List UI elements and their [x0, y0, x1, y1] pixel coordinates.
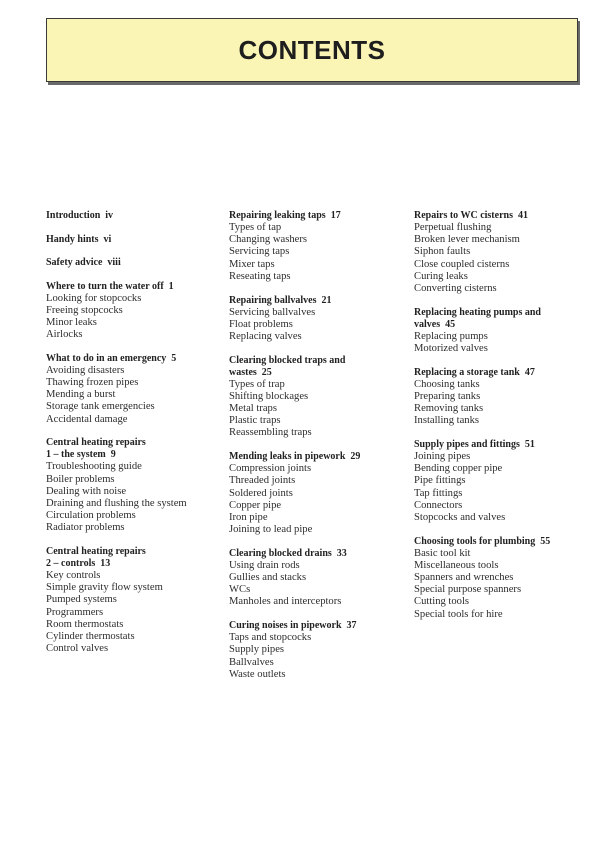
- section-heading-line: [414, 367, 589, 379]
- toc-section: [46, 353, 221, 426]
- section-heading-line: [229, 355, 407, 367]
- list-item: Joining pipes: [414, 450, 471, 462]
- section-items: [414, 548, 589, 621]
- section-heading-line: [46, 210, 221, 222]
- list-item: Joining to lead pipe: [229, 524, 313, 536]
- list-item: Radiator problems: [46, 522, 125, 534]
- section-heading-line: [229, 620, 407, 632]
- list-item: Siphon faults: [414, 246, 471, 258]
- list-item: Soldered joints: [229, 487, 293, 499]
- list-item: Preparing tanks: [414, 390, 481, 402]
- section-items: [46, 461, 221, 534]
- section-items: [229, 632, 407, 681]
- page-number: 29: [350, 451, 361, 463]
- list-item: Basic tool kit: [414, 547, 471, 559]
- section-heading: [414, 439, 589, 451]
- section-items: [414, 222, 589, 295]
- toc-section: [229, 295, 407, 344]
- contents-column-2: [229, 210, 407, 692]
- toc-section: [46, 210, 221, 222]
- list-item: Mixer taps: [229, 258, 275, 270]
- list-item: Iron pipe: [229, 511, 268, 523]
- list-item: Avoiding disasters: [46, 364, 125, 376]
- list-item: Servicing taps: [229, 246, 290, 258]
- section-items: [229, 463, 407, 536]
- section-items: [414, 451, 589, 524]
- toc-section: [46, 437, 221, 534]
- list-item: Metal traps: [229, 403, 277, 415]
- list-item: Manholes and interceptors: [229, 596, 342, 608]
- page-number: 37: [346, 620, 357, 632]
- page-number: 25: [261, 366, 272, 378]
- title-banner: [46, 18, 578, 82]
- list-item: Supply pipes: [229, 644, 285, 656]
- list-item: Thawing frozen pipes: [46, 377, 139, 389]
- section-items: [46, 570, 221, 655]
- section-heading-text: Mending leaks in pipework: [229, 451, 346, 463]
- list-item: Changing washers: [229, 234, 307, 246]
- section-heading-text: 2 – controls: [46, 558, 96, 570]
- section-heading-text: Repairing leaking taps: [229, 210, 326, 221]
- list-item: Minor leaks: [46, 316, 97, 328]
- list-item: Simple gravity flow system: [46, 582, 163, 594]
- list-item: Threaded joints: [229, 475, 296, 487]
- list-item: Storage tank emergencies: [46, 401, 155, 413]
- list-item: Reassembling traps: [229, 427, 312, 439]
- list-item: Using drain rods: [229, 559, 300, 571]
- section-heading-text: Central heating repairs: [46, 437, 146, 449]
- section-heading-text: Where to turn the water off: [46, 280, 164, 292]
- section-heading-line: [46, 281, 221, 293]
- section-items: [229, 560, 407, 609]
- section-items: [414, 379, 589, 428]
- section-heading-line: [414, 319, 589, 331]
- list-item: Pipe fittings: [414, 475, 466, 487]
- section-heading: [46, 234, 221, 246]
- list-item: Float problems: [229, 318, 293, 330]
- contents-column-1: [46, 210, 221, 667]
- section-heading-text: Curing noises in pipework: [229, 620, 342, 632]
- section-heading-line: [46, 234, 221, 246]
- section-heading: [414, 307, 589, 331]
- section-heading: [229, 620, 407, 632]
- page-number: 1: [168, 280, 174, 292]
- toc-section: [229, 355, 407, 440]
- section-heading-line: [46, 257, 221, 269]
- toc-section: [414, 367, 589, 428]
- page-number: 17: [330, 210, 341, 221]
- list-item: Dealing with noise: [46, 485, 127, 497]
- section-heading-line: [229, 451, 407, 463]
- list-item: Waste outlets: [229, 668, 286, 680]
- section-heading: [46, 281, 221, 293]
- page-title: CONTENTS: [238, 34, 386, 65]
- toc-section: [229, 548, 407, 609]
- page-number: iv: [105, 210, 114, 221]
- section-heading: [229, 210, 407, 222]
- section-heading-text: Replacing heating pumps and: [414, 306, 541, 318]
- section-heading-line: [229, 295, 407, 307]
- section-heading-text: Safety advice: [46, 257, 103, 268]
- section-heading-text: 1 – the system: [46, 449, 106, 461]
- list-item: Perpetual flushing: [414, 222, 492, 233]
- section-heading-line: [229, 367, 407, 379]
- toc-section: [46, 546, 221, 655]
- toc-section: [229, 451, 407, 536]
- list-item: Installing tanks: [414, 415, 480, 427]
- section-heading-line: [46, 353, 221, 365]
- list-item: Converting cisterns: [414, 283, 497, 295]
- section-heading: [229, 295, 407, 307]
- list-item: Key controls: [46, 570, 101, 582]
- section-heading: [229, 548, 407, 560]
- section-heading-line: [46, 558, 221, 570]
- toc-section: [46, 281, 221, 342]
- page-number: 47: [524, 366, 535, 378]
- toc-section: [229, 210, 407, 283]
- list-item: Types of tap: [229, 222, 282, 233]
- list-item: Tap fittings: [414, 487, 463, 499]
- section-heading: [229, 355, 407, 379]
- page-number: 9: [110, 449, 116, 461]
- page-number: 51: [524, 438, 535, 450]
- list-item: Freeing stopcocks: [46, 304, 123, 316]
- page-number: 41: [517, 210, 528, 221]
- section-heading-line: [46, 546, 221, 558]
- section-heading-line: [229, 210, 407, 222]
- list-item: Removing tanks: [414, 403, 484, 415]
- list-item: Replacing pumps: [414, 330, 488, 342]
- list-item: Ballvalves: [229, 656, 274, 668]
- section-heading-line: [414, 536, 589, 548]
- list-item: Special purpose spanners: [414, 584, 522, 596]
- list-item: Draining and flushing the system: [46, 497, 187, 509]
- list-item: Reseating taps: [229, 270, 291, 282]
- section-items: [229, 307, 407, 344]
- list-item: Broken lever mechanism: [414, 234, 520, 246]
- toc-section: [414, 536, 589, 621]
- list-item: Cutting tools: [414, 596, 470, 608]
- section-heading-text: Supply pipes and fittings: [414, 438, 520, 450]
- section-items: [46, 365, 221, 426]
- section-heading-line: [414, 439, 589, 451]
- page-number: 5: [171, 352, 177, 364]
- section-heading-text: What to do in an emergency: [46, 352, 167, 364]
- list-item: Curing leaks: [414, 270, 468, 282]
- section-heading-line: [414, 210, 589, 222]
- list-item: Plastic traps: [229, 415, 281, 427]
- section-items: [229, 222, 407, 283]
- section-items: [46, 293, 221, 342]
- page-number: 13: [100, 558, 111, 570]
- toc-section: [414, 210, 589, 295]
- list-item: Replacing valves: [229, 330, 302, 342]
- section-heading-line: [46, 449, 221, 461]
- list-item: Spanners and wrenches: [414, 572, 514, 584]
- list-item: Types of trap: [229, 378, 285, 390]
- section-heading-text: wastes: [229, 366, 257, 378]
- list-item: Bending copper pipe: [414, 463, 503, 475]
- section-heading-text: valves: [414, 318, 441, 330]
- section-heading-line: [414, 307, 589, 319]
- list-item: Shifting blockages: [229, 390, 309, 402]
- section-heading: [46, 546, 221, 570]
- list-item: Close coupled cisterns: [414, 258, 510, 270]
- list-item: Troubleshooting guide: [46, 461, 142, 473]
- contents-column-3: [414, 210, 589, 632]
- section-heading: [46, 257, 221, 269]
- list-item: Motorized valves: [414, 342, 488, 354]
- section-heading: [46, 353, 221, 365]
- section-heading-text: Central heating repairs: [46, 546, 146, 558]
- section-heading-text: Repairs to WC cisterns: [414, 210, 513, 221]
- toc-section: [46, 257, 221, 269]
- section-heading: [46, 437, 221, 461]
- section-heading: [414, 536, 589, 548]
- section-items: [229, 379, 407, 440]
- page-number: 21: [321, 294, 332, 306]
- list-item: Choosing tanks: [414, 378, 480, 390]
- section-heading-text: Replacing a storage tank: [414, 366, 520, 378]
- list-item: Looking for stopcocks: [46, 292, 142, 304]
- list-item: Circulation problems: [46, 510, 136, 522]
- list-item: Stopcocks and valves: [414, 511, 506, 523]
- section-items: [414, 331, 589, 355]
- section-heading-text: Handy hints: [46, 233, 99, 245]
- list-item: WCs: [229, 584, 251, 596]
- list-item: Boiler problems: [46, 473, 115, 485]
- page-number: 45: [445, 318, 456, 330]
- section-heading-text: Clearing blocked traps and: [229, 354, 346, 366]
- section-heading: [414, 367, 589, 379]
- section-heading-text: Clearing blocked drains: [229, 547, 332, 559]
- page-number: viii: [107, 257, 121, 268]
- list-item: Room thermostats: [46, 618, 124, 630]
- section-heading-text: Repairing ballvalves: [229, 294, 317, 306]
- section-heading: [414, 210, 589, 222]
- section-heading: [229, 451, 407, 463]
- list-item: Airlocks: [46, 329, 83, 341]
- section-heading-text: Introduction: [46, 210, 101, 221]
- section-heading-line: [229, 548, 407, 560]
- list-item: Accidental damage: [46, 413, 128, 425]
- section-heading: [46, 210, 221, 222]
- section-heading-text: Choosing tools for plumbing: [414, 535, 536, 547]
- toc-section: [229, 620, 407, 681]
- list-item: Connectors: [414, 499, 463, 511]
- list-item: Copper pipe: [229, 499, 282, 511]
- toc-section: [414, 307, 589, 355]
- list-item: Special tools for hire: [414, 608, 503, 620]
- toc-section: [46, 234, 221, 246]
- list-item: Servicing ballvalves: [229, 306, 316, 318]
- page-number: 33: [336, 547, 347, 559]
- list-item: Cylinder thermostats: [46, 631, 135, 643]
- list-item: Compression joints: [229, 463, 312, 475]
- toc-section: [414, 439, 589, 524]
- list-item: Pumped systems: [46, 594, 117, 606]
- list-item: Mending a burst: [46, 389, 116, 401]
- list-item: Taps and stopcocks: [229, 632, 312, 644]
- list-item: Programmers: [46, 606, 104, 618]
- list-item: Gullies and stacks: [229, 572, 307, 584]
- section-heading-line: [46, 437, 221, 449]
- page-number: 55: [540, 535, 551, 547]
- list-item: Miscellaneous tools: [414, 559, 499, 571]
- list-item: Control valves: [46, 643, 109, 655]
- page-number: vi: [103, 233, 112, 245]
